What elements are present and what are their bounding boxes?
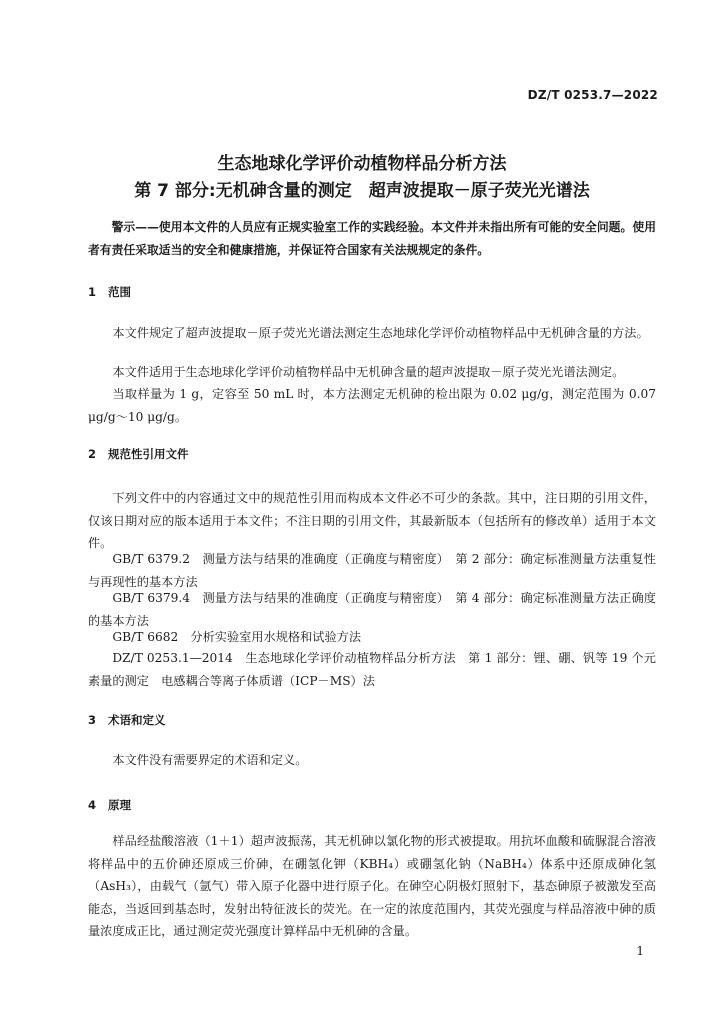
paragraph: 下列文件中的内容通过文中的规范性引用而构成本文件必不可少的条款。其中，注日期的引用文件，仅该日期对应的版本适用于本文件；不注日期的引用文件，其最新版本（包括所有的修改单）适用于本文件。 <box>88 491 656 550</box>
warning-paragraph: 警示——使用本文件的人员应有正规实验室工作的实践经验。本文件并未指出所有可能的安全问题。使用者有责任采取适当的安全和健康措施，并保证符合国家有关法规规定的条件。 <box>88 220 656 257</box>
document-subtitle: 第 7 部分:无机砷含量的测定 超声波提取－原子荧光光谱法 <box>134 181 590 201</box>
paragraph: 本文件没有需要界定的术语和定义。 <box>112 753 308 767</box>
section-number: 3 <box>88 713 97 727</box>
section-number: 4 <box>88 798 97 812</box>
section-number: 1 <box>88 285 97 299</box>
reference-item: GB/T 6379.2 测量方法与结果的准确度（正确度与精密度） 第 2 部分：确定标准测量方法重复性与再现性的基本方法 <box>88 552 656 589</box>
standard-code: DZ/T 0253.7—2022 <box>527 88 658 102</box>
section-heading-scope <box>88 284 131 300</box>
reference-item: GB/T 6682 分析实验室用水规格和试验方法 <box>112 630 362 644</box>
paragraph: 当取样量为 1 g，定容至 50 mL 时，本方法测定无机砷的检出限为 0.02 μg/g，测定范围为 0.07 μg/g～10 μg/g。 <box>88 387 656 424</box>
paragraph: 样品经盐酸溶液（1＋1）超声波振荡，其无机砷以氯化物的形式被提取。用抗坏血酸和硫脲混合溶液将样品中的五价砷还原成三价砷，在硼氢化钾（KBH₄）或硼氢化钠（NaBH₄）体系中还原成砷化氢（AsH₃），由载气（氩气）带入原子化器中进行原子化。在砷空心阴极灯照射下，基态砷原子被激发至高能态，当返回到基态时，发射出特征波长的荧光。在一定的浓度范围内，其荧光强度与样品溶液中砷的质量浓度成正比，通过测定荧光强度计算样品中无机砷的含量。 <box>88 834 656 938</box>
page-number: 1 <box>636 944 644 958</box>
section-title: 术语和定义 <box>108 713 166 727</box>
paragraph: 本文件适用于生态地球化学评价动植物样品中无机砷含量的超声波提取－原子荧光光谱法测定。 <box>112 365 625 379</box>
section-heading-principle <box>88 797 131 813</box>
paragraph: 本文件规定了超声波提取－原子荧光光谱法测定生态地球化学评价动植物样品中无机砷含量的方法。 <box>112 326 649 340</box>
reference-item: GB/T 6379.4 测量方法与结果的准确度（正确度与精密度） 第 4 部分：确定标准测量方法正确度的基本方法 <box>88 591 656 628</box>
section-heading-terms <box>88 712 166 728</box>
section-heading-normative <box>88 446 189 462</box>
section-number: 2 <box>88 447 97 461</box>
reference-item: DZ/T 0253.1—2014 生态地球化学评价动植物样品分析方法 第 1 部分：锂、硼、钒等 19 个元素量的测定 电感耦合等离子体质谱（ICP－MS）法 <box>88 651 656 688</box>
section-title: 规范性引用文件 <box>108 447 189 461</box>
section-title: 范围 <box>108 285 131 299</box>
document-title: 生态地球化学评价动植物样品分析方法 <box>217 154 507 174</box>
section-title: 原理 <box>108 798 131 812</box>
